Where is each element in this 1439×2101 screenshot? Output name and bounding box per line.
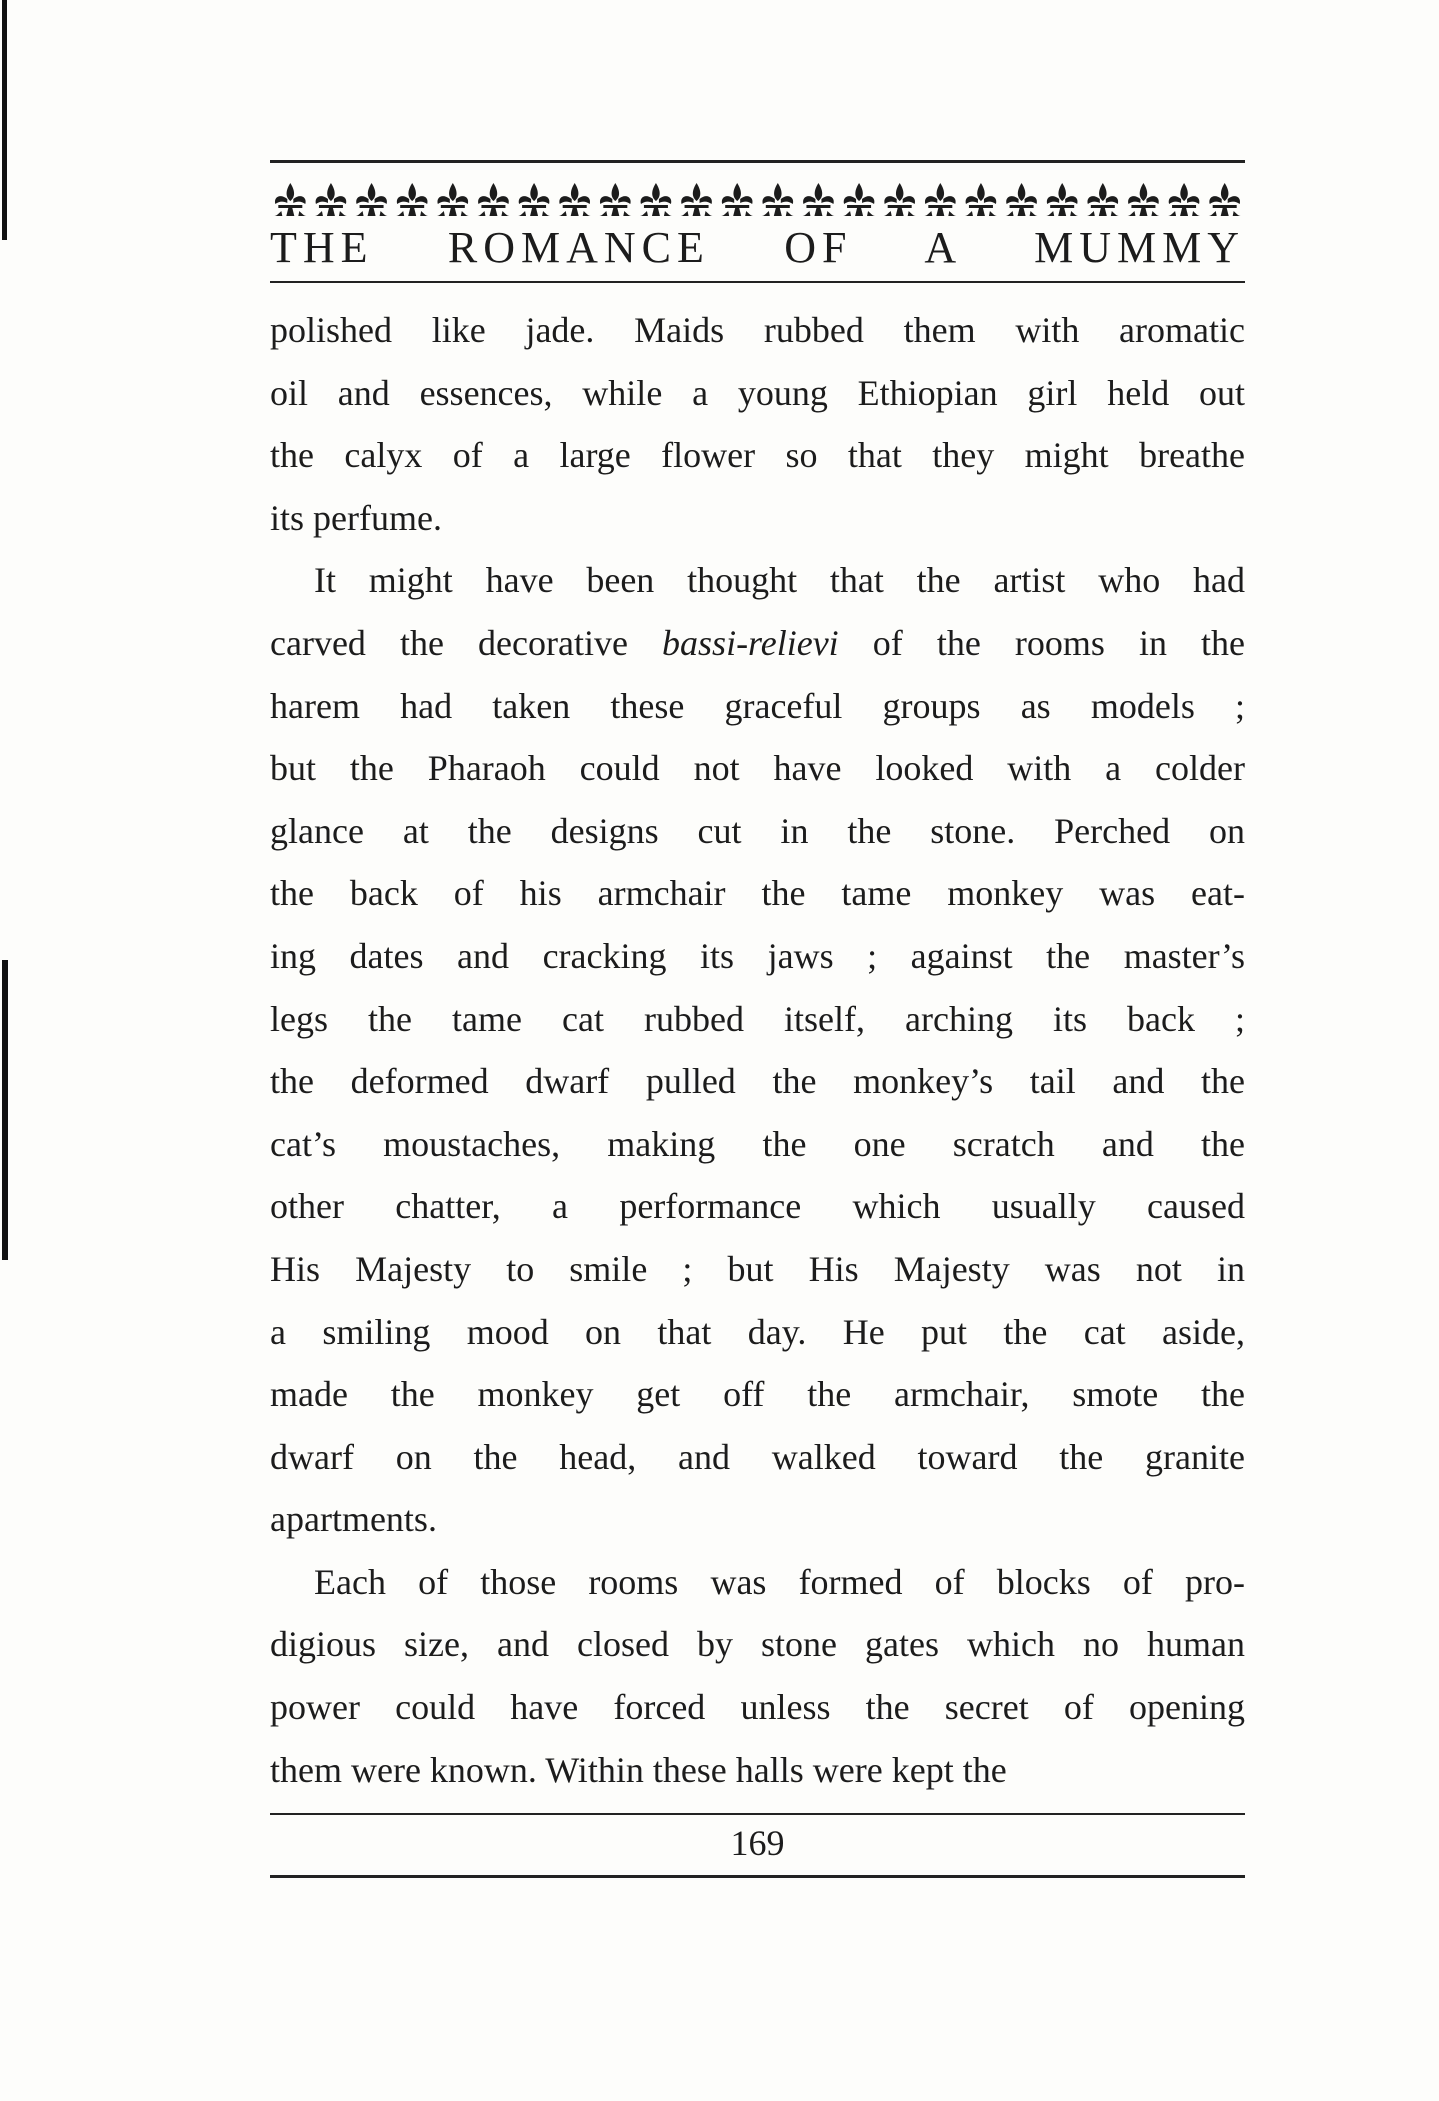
fleuron-icon (315, 183, 347, 216)
text-line: oil and essences, while a young Ethiopian girl held out (270, 372, 1245, 413)
fleuron-icon (1127, 183, 1159, 216)
text-line: legs the tame cat rubbed itself, arching its back ; (270, 998, 1245, 1039)
fleuron-icon (640, 183, 672, 216)
fleuron-icon (437, 183, 469, 216)
running-head: THE ROMANCE OF A MUMMY (270, 223, 1245, 272)
text-line: other chatter, a performance which usually caused (270, 1186, 1245, 1227)
fleuron-icon (721, 183, 753, 216)
footer-bottom-rule (270, 1875, 1245, 1878)
header-top-rule (270, 160, 1245, 163)
header-bottom-rule (270, 281, 1245, 283)
text-line: a smiling mood on that day. He put the cat aside, (270, 1311, 1245, 1352)
paragraph (270, 1551, 1245, 1801)
text-line: carved the decorative bassi-relievi of the rooms in the (270, 622, 1246, 663)
scan-edge-mark-middle (2, 960, 8, 1260)
fleuron-icon (1168, 183, 1200, 216)
fleuron-icon (477, 183, 509, 216)
text-line: the calyx of a large flower so that they might breathe (270, 435, 1245, 476)
text-line: dwarf on the head, and walked toward the granite (270, 1436, 1245, 1477)
fleuron-icon (274, 183, 306, 216)
footer-top-rule (270, 1813, 1245, 1815)
text-line: digious size, and closed by stone gates which no human (270, 1624, 1245, 1665)
text-line: made the monkey get off the armchair, smote the (270, 1374, 1245, 1415)
text-line: the back of his armchair the tame monkey was eat- (270, 873, 1245, 914)
scan-edge-mark-top (2, 0, 7, 240)
paragraph (270, 299, 1245, 549)
fleuron-icon (1087, 183, 1119, 216)
italic-term: bassi-relievi (662, 622, 839, 663)
text-line: power could have forced unless the secret of opening (270, 1687, 1245, 1728)
book-page (270, 160, 1245, 1878)
text-line: polished like jade. Maids rubbed them with aromatic (270, 310, 1245, 350)
fleuron-icon (1209, 183, 1241, 216)
fleuron-icon (559, 183, 591, 216)
text-line: its perfume. (270, 497, 442, 538)
text-line: apartments. (270, 1499, 437, 1540)
paragraph (270, 549, 1245, 1551)
fleuron-icon (843, 183, 875, 216)
text-line: It might have been thought that the artist who had (314, 560, 1245, 601)
text-line: harem had taken these graceful groups as models ; (270, 685, 1245, 726)
fleuron-ornament-row (270, 179, 1245, 219)
fleuron-icon (681, 183, 713, 216)
text-line: them were known. Within these halls were kept the (270, 1749, 1007, 1790)
text-line: cat’s moustaches, making the one scratch and the (270, 1123, 1245, 1164)
page-number: 169 (730, 1823, 785, 1864)
fleuron-icon (884, 183, 916, 216)
fleuron-icon (599, 183, 631, 216)
text-line: Each of those rooms was formed of blocks of pro- (314, 1561, 1245, 1602)
text-line: His Majesty to smile ; but His Majesty was not in (270, 1248, 1245, 1289)
fleuron-icon (1046, 183, 1078, 216)
fleuron-icon (356, 183, 388, 216)
body-text (270, 299, 1245, 1801)
fleuron-icon (924, 183, 956, 216)
text-line: ing dates and cracking its jaws ; against the master’s (270, 935, 1245, 976)
text-line: the deformed dwarf pulled the monkey’s tail and the (270, 1061, 1245, 1102)
fleuron-icon (396, 183, 428, 216)
fleuron-icon (1006, 183, 1038, 216)
fleuron-icon (965, 183, 997, 216)
fleuron-ornaments (270, 179, 1245, 219)
text-line: but the Pharaoh could not have looked with a colder (270, 748, 1245, 789)
fleuron-icon (762, 183, 794, 216)
fleuron-icon (802, 183, 834, 216)
text-line: glance at the designs cut in the stone. Perched on (270, 810, 1245, 851)
fleuron-icon (518, 183, 550, 216)
